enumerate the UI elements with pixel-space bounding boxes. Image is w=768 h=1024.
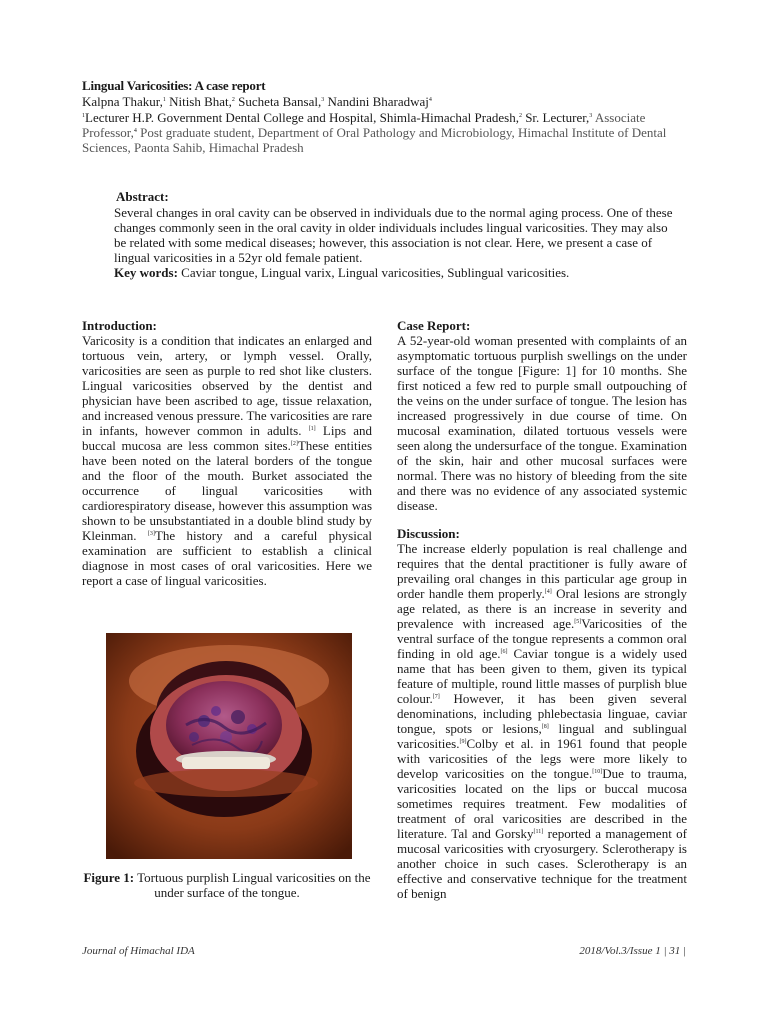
citation: [11]: [533, 829, 544, 835]
introduction-text: Varicosity is a condition that indicates an enlarged and tortuous vein, artery, or lymph vessel. Orally, varicosities are seen as purple to red shot like clusters. Lingual varicosities observed by the dentist and physician have been ascribed to age, tissue relaxation, and increased venous pressure. The varicosities are rare in infants, however common in adults. [1] Lips and buccal mucosa are less common sites.[2]These entities have been noted on the lateral borders of the tongue and the floor of the mouth. Burket associated the occurrence of lingual varicosities with cardiorespiratory disease, however this assumption was shown to be unsubstantiated in a double blind study by Kleinman. [3]The history and a careful physical examination are sufficient to establish a clinical diagnose in most cases of oral varicosities. Here we report a case of lingual varicosities.: [82, 333, 373, 588]
tongue-photo-illustration: [106, 633, 352, 859]
affiliation-3: Associate Professor,: [82, 110, 646, 140]
keywords-text: Caviar tongue, Lingual varix, Lingual varicosities, Sublingual varicosities.: [181, 265, 570, 280]
clinical-photo: [106, 633, 352, 859]
abstract-body: [114, 205, 674, 280]
case-report-heading: Case Report:: [397, 318, 471, 333]
affiliation-1: Lecturer H.P. Government Dental College and Hospital, Shimla-Himachal Pradesh,: [85, 110, 519, 125]
figure-label: Figure 1:: [83, 870, 135, 885]
citation: [6]: [500, 649, 508, 655]
author-affiliations: $^1$Lecturer H.P. Government Dental College and Hospital, Shimla-Himachal Pradesh,$^2$ Sr. Lecturer,$^3$ Associate Professor,$^4$ Post graduate student, Department of Oral Pathology and Microbiology, Himachal Institute of Dental Sciences, Paonta Sahib, Himachal Pradesh: [82, 110, 667, 155]
author-name: Sucheta Bansal,: [238, 94, 322, 109]
affiliation-4: Post graduate student, Department of Oral Pathology and Microbiology, Himachal Institute of Dental Sciences, Paonta Sahib, Himachal Pradesh: [82, 125, 667, 155]
figure-caption-text: Tortuous purplish Lingual varicosities on the under surface of the tongue.: [137, 870, 371, 900]
citation: [4]: [544, 589, 552, 595]
journal-name: Journal of Himachal IDA: [82, 945, 195, 957]
citation: [9]: [459, 739, 467, 745]
citation: [3]: [147, 531, 155, 537]
author-name: Kalpna Thakur,: [82, 94, 163, 109]
author-list: Kalpna Thakur,$^1$ Nitish Bhat,$^2$ Sucheta Bansal,$^3$ Nandini Bharadwaj$^4$: [82, 94, 432, 109]
abstract-text: Several changes in oral cavity can be observed in individuals due to the normal aging process. One of these changes commonly seen in the oral cavity in older individuals includes lingual varicosities. They may also be related with some medical diseases; however, this association is not clear. Here, we present a case of lingual varicosities in a 52yr old female patient.: [114, 205, 673, 265]
citation: [7]: [432, 694, 440, 700]
author-name: Nitish Bhat,: [169, 94, 232, 109]
citation: [10]: [592, 769, 603, 775]
introduction-section: [82, 318, 372, 588]
article-title: Lingual Varicosities: A case report: [82, 78, 266, 93]
case-report-section: [397, 318, 687, 513]
discussion-section: [397, 526, 687, 901]
discussion-text: The increase elderly population is real challenge and requires that the dental practitioner is fully aware of prevailing oral changes in this particular age group in order handle them properly.[4] Oral lesions are strongly age related, as there is an increase in severity and prevalence with increased age.[5]Varicosities of the ventral surface of the tongue represents a common oral finding in old age.[6] Caviar tongue is a widely used name that has been given to them, given its typical feature of multiple, round little masses of purplish blue colour.[7] However, it has been given several denominations, including phlebectasia linguae, caviar tongue, spots or lesions,[8] lingual and sublingual varicosities.[9]Colby et al. in 1961 found that people with varicosities of the legs were more likely to develop varicosities on the tongue.[10]Due to trauma, varicosities located on the lips or buccal mucosa sometimes requires treatment. Few modalities of treatment of oral varicosities are described in the literature. Tal and Gorsky[11] reported a management of mucosal varicosities with cryosurgery. Sclerotherapy is another choice in such cases. Sclerotherapy is an effective and conservative technique for the treatment of benign: [397, 541, 688, 901]
figure-caption: [82, 870, 372, 900]
affiliation-2: Sr. Lecturer,: [525, 110, 590, 125]
keywords-label: Key words:: [114, 265, 178, 280]
issue-page: 2018/Vol.3/Issue 1 | 31 |: [579, 945, 686, 957]
citation: [5]: [574, 619, 582, 625]
abstract-heading: Abstract:: [116, 189, 169, 204]
introduction-heading: Introduction:: [82, 318, 157, 333]
discussion-heading: Discussion:: [397, 526, 460, 541]
citation: [1]: [308, 426, 316, 432]
citation: [2]: [290, 441, 298, 447]
author-name: Nandini Bharadwaj: [327, 94, 429, 109]
case-report-text: A 52-year-old woman presented with complaints of an asymptomatic tortuous purplish swellings on the under surface of the tongue [Figure: 1] for 10 months. She first noticed a few red to purple small outpouching of the veins on the under surface of tongue. The lesion has increased progressively in due course of time. On mucosal examination, dilated tortuous vessels were seen along the undersurface of the tongue. Examination of the skin, hair and other mucosal surfaces were normal. There was no history of bleeding from the site and there was no evidence of any associated systemic disease.: [397, 333, 687, 513]
citation: [8]: [541, 724, 549, 730]
